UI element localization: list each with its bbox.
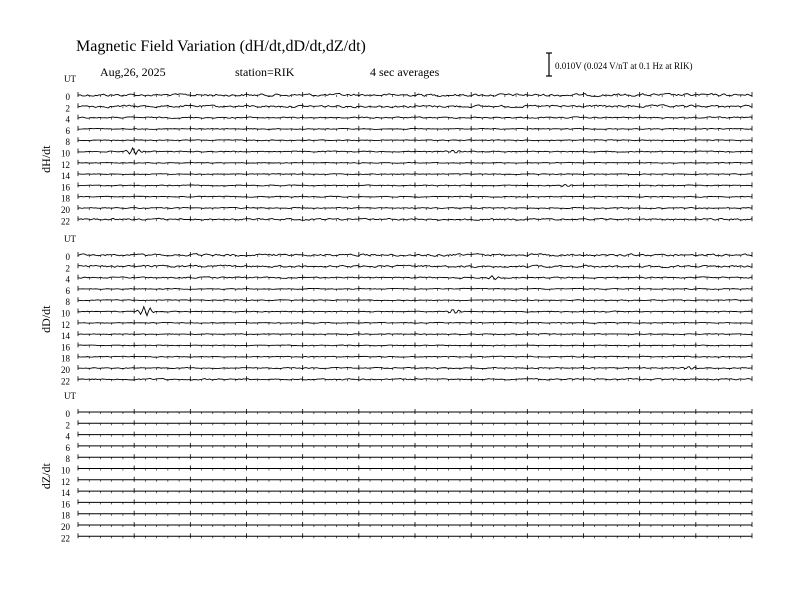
- row-label: 4: [65, 431, 70, 442]
- row-label: 8: [65, 297, 70, 308]
- row-label: 6: [65, 285, 70, 296]
- row-label: 18: [61, 193, 70, 204]
- row-label: 20: [61, 365, 70, 375]
- row-label: 16: [61, 182, 70, 193]
- row-label: 2: [65, 103, 70, 114]
- row-label: 18: [61, 353, 70, 364]
- y-axis-label: dZ/dt: [39, 463, 53, 490]
- y-axis-label: dD/dt: [39, 305, 53, 333]
- scale-bar-label: 0.010V (0.024 V/nT at 0.1 Hz at RIK): [555, 61, 693, 71]
- y-axis-label: dH/dt: [39, 145, 53, 173]
- series-trace: [78, 140, 752, 141]
- panel-dD-dt: [39, 234, 752, 386]
- date-label: Aug,26, 2025: [100, 65, 166, 79]
- row-label: 18: [61, 510, 70, 521]
- series-trace: [78, 307, 752, 316]
- row-label: 0: [65, 252, 70, 262]
- row-label: 20: [61, 522, 70, 532]
- panel-dZ-dt: [39, 391, 752, 543]
- row-label: 4: [65, 114, 70, 125]
- row-label: 6: [65, 442, 70, 453]
- row-label: 2: [65, 263, 70, 274]
- row-label: 0: [65, 92, 70, 102]
- row-label: 14: [61, 331, 70, 342]
- row-label: 6: [65, 125, 70, 136]
- row-label: 10: [61, 148, 70, 159]
- panel-dH-dt: [39, 74, 752, 226]
- row-label: 20: [61, 205, 70, 215]
- row-label: 12: [61, 159, 70, 170]
- row-label: 2: [65, 420, 70, 431]
- row-label: 16: [61, 342, 70, 353]
- chart-title: Magnetic Field Variation (dH/dt,dD/dt,dZ/dt): [76, 38, 366, 55]
- row-label: 0: [65, 409, 70, 419]
- row-label: 16: [61, 499, 70, 510]
- row-label: 8: [65, 454, 70, 465]
- series-trace: [78, 345, 752, 346]
- row-label: 10: [61, 465, 70, 476]
- row-label: 12: [61, 476, 70, 487]
- row-label: 22: [61, 216, 70, 227]
- averaging-label: 4 sec averages: [370, 65, 440, 79]
- row-label: 12: [61, 319, 70, 330]
- row-label: 14: [61, 488, 70, 499]
- scale-bar: [546, 53, 552, 76]
- station-label: station=RIK: [235, 65, 295, 79]
- ut-label: UT: [64, 74, 76, 84]
- row-label: 4: [65, 274, 70, 285]
- row-label: 14: [61, 171, 70, 182]
- row-label: 22: [61, 376, 70, 387]
- ut-label: UT: [64, 391, 76, 401]
- row-label: 22: [61, 533, 70, 544]
- ut-label: UT: [64, 234, 76, 244]
- row-label: 8: [65, 137, 70, 148]
- row-label: 10: [61, 308, 70, 319]
